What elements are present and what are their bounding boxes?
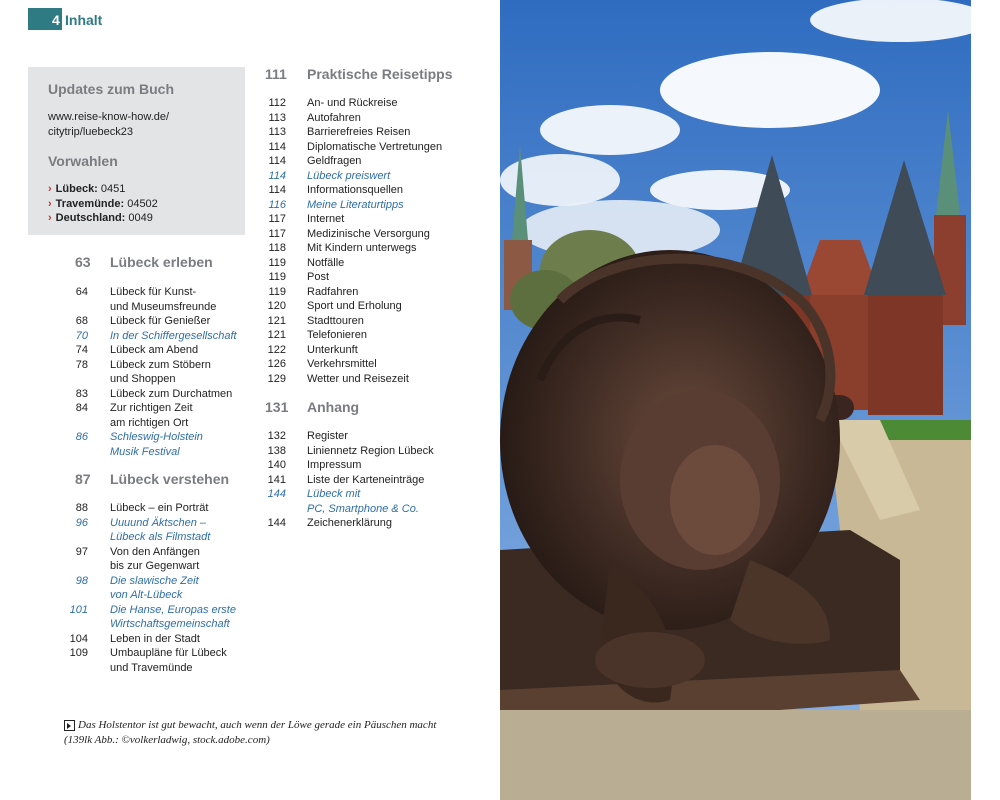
updates-heading: Updates zum Buch — [48, 81, 175, 97]
toc-entry-page: 74 — [75, 344, 88, 356]
toc-entry-label: Lübeck für Genießer — [110, 315, 211, 327]
toc-entry-page: 104 — [69, 632, 88, 645]
toc-entry-page: 119 — [268, 285, 286, 298]
vorwahl-code: 0049 — [128, 212, 153, 224]
toc-entry-page: 138 — [267, 444, 286, 457]
toc-entry-label: Meine Literaturtipps — [307, 198, 404, 211]
toc-entry-page: 113 — [268, 126, 286, 138]
toc-entry-page: 70 — [75, 329, 88, 342]
photo-caption — [64, 718, 464, 748]
toc-entry-page: 64 — [75, 286, 88, 298]
toc-entry-page: 83 — [75, 387, 88, 400]
toc-entry-label: Impressum — [307, 459, 362, 471]
updates-url-line2[interactable]: citytrip/luebeck23 — [48, 126, 133, 138]
section-title: Praktische Reisetipps — [307, 66, 453, 82]
toc-entry-page: 140 — [267, 459, 286, 471]
toc-entry-label: Post — [307, 271, 330, 283]
toc-entry-label: Lübeck preiswert — [307, 169, 391, 182]
toc-entry-page: 132 — [267, 430, 286, 442]
updates-url-line1[interactable]: www.reise-know-how.de/ — [48, 111, 170, 123]
toc-entry-page: 114 — [268, 184, 286, 196]
toc-entry-page: 144 — [267, 517, 286, 529]
photo-illustration — [500, 0, 971, 800]
right-margin — [971, 0, 1000, 800]
toc-entry-label: Radfahren — [307, 285, 359, 298]
vorwahl-row — [48, 183, 125, 195]
page-number: 4 — [52, 12, 60, 28]
toc-entry-page: 129 — [267, 372, 286, 385]
toc-entry-label: Medizinische Versorgung — [307, 227, 430, 240]
toc-entry-label: Sport und Erholung — [307, 300, 402, 312]
chevron-right-icon: › — [48, 212, 52, 224]
toc-entry-page: 119 — [268, 256, 286, 269]
toc-entry-label: Telefonieren — [307, 329, 367, 341]
toc-entry-label: Autofahren — [307, 111, 361, 124]
toc-entry-page: 101 — [69, 603, 88, 616]
toc-entry-page: 144 — [267, 488, 286, 500]
toc-entry-label: Stadttouren — [307, 314, 364, 327]
section-title: Lübeck verstehen — [110, 471, 230, 487]
toc-entry-page: 114 — [268, 169, 286, 182]
toc-entry-page: 120 — [267, 300, 286, 312]
toc-entry-page: 119 — [268, 271, 286, 283]
chevron-right-icon: › — [48, 183, 52, 195]
toc-entry-label: Mit Kindern unterwegs — [307, 242, 417, 254]
section-page-number: 87 — [75, 471, 91, 487]
toc-entry-page: 112 — [268, 97, 286, 109]
toc-entry-label: Liste der Karteneinträge — [307, 473, 425, 486]
toc-entry-label: Wetter und Reisezeit — [307, 372, 409, 385]
chevron-right-icon: › — [48, 198, 52, 210]
toc-entry-label: Unterkunft — [307, 343, 358, 356]
section-page-number: 63 — [75, 254, 91, 270]
toc-entry-label: Von den Anfängen bis zur Gegenwart — [110, 545, 200, 572]
toc-entry-label: Zeichenerklärung — [307, 517, 392, 529]
toc-entry-label: Lübeck für Kunst- und Museumsfreunde — [110, 286, 217, 313]
toc-entry-page: 114 — [268, 155, 286, 167]
section-page-number: 111 — [265, 66, 287, 82]
toc-entry-label: Internet — [307, 213, 345, 225]
page-title: Inhalt — [65, 12, 103, 28]
toc-entry-label: Notfälle — [307, 256, 345, 269]
toc-entry-page: 86 — [75, 431, 88, 443]
vorwahl-row — [48, 198, 158, 210]
toc-entry-label: Lübeck zum Durchatmen — [110, 387, 233, 400]
toc-entry-label: Verkehrsmittel — [307, 358, 377, 370]
toc-entry-label: An- und Rückreise — [307, 97, 398, 109]
toc-entry-label: Barrierefreies Reisen — [307, 126, 411, 138]
toc-entry-label: Zur richtigen Zeit am richtigen Ort — [110, 402, 193, 429]
toc-entry-page: 113 — [268, 111, 286, 124]
toc-entry-label: Register — [307, 430, 348, 442]
toc-entry-page: 121 — [267, 329, 286, 341]
toc-entry-page: 88 — [75, 502, 88, 514]
toc-entry-page: 78 — [75, 358, 88, 371]
toc-entry-label: Lübeck – ein Porträt — [110, 502, 209, 514]
toc-entry-page: 121 — [267, 314, 286, 327]
toc-entry-label: Lübeck zum Stöbern und Shoppen — [110, 358, 211, 385]
vorwahl-place: Deutschland: — [55, 212, 126, 224]
toc-entry-page: 97 — [75, 545, 88, 558]
toc-entry-label: Diplomatische Vertretungen — [307, 140, 443, 153]
toc-entry-page: 141 — [267, 473, 286, 486]
toc-entry-label: Die slawische Zeit von Alt-Lübeck — [110, 574, 199, 601]
toc-entry-page: 114 — [268, 140, 286, 153]
toc-entry-label: Schleswig-Holstein Musik Festival — [110, 431, 203, 458]
vorwahl-place: Lübeck: — [55, 183, 98, 195]
caption-text: Das Holstentor ist gut bewacht, auch wenn der Löwe gerade ein Päuschen macht (139lk Abb.: ©volkerladwig, stock.adobe.com) — [64, 719, 437, 746]
toc-entry-page: 117 — [268, 213, 286, 225]
toc-entry-page: 109 — [69, 647, 88, 659]
toc-entry-label: In der Schiffergesellschaft — [110, 329, 237, 342]
toc-entry-label: Liniennetz Region Lübeck — [307, 444, 434, 457]
toc-entry-page: 122 — [267, 343, 286, 356]
toc-entry-label: Lübeck am Abend — [110, 344, 199, 356]
toc-entry-label: Informationsquellen — [307, 184, 404, 196]
toc-entry-page: 98 — [75, 574, 88, 587]
holstentor-lion-photo — [500, 0, 971, 800]
vorwahl-code: 04502 — [127, 198, 158, 210]
toc-entry-page: 96 — [75, 516, 88, 529]
toc-entry-label: Lübeck mit PC, Smartphone & Co. — [307, 488, 419, 515]
toc-entry-page: 118 — [268, 242, 286, 254]
toc-entry-label: Uuuund Äktschen – Lübeck als Filmstadt — [110, 516, 211, 543]
vorwahl-row — [48, 212, 153, 224]
toc-entry-page: 68 — [75, 315, 88, 327]
vorwahlen-heading: Vorwahlen — [48, 153, 118, 169]
toc-entry-label: Leben in der Stadt — [110, 632, 200, 645]
toc-entry-page: 126 — [267, 358, 286, 370]
updates-box — [28, 67, 245, 235]
toc-entry-label: Die Hanse, Europas erste Wirtschaftsgemeinschaft — [110, 603, 236, 630]
toc-entry-label: Umbaupläne für Lübeck und Travemünde — [110, 647, 227, 674]
toc-entry-page: 117 — [268, 227, 286, 240]
section-page-number: 131 — [265, 399, 289, 415]
toc-entry-page: 116 — [268, 198, 286, 211]
section-title: Lübeck erleben — [110, 254, 213, 270]
toc-entry-label: Geldfragen — [307, 155, 362, 167]
vorwahl-place: Travemünde: — [55, 198, 125, 210]
vorwahl-code: 0451 — [100, 183, 126, 195]
section-title: Anhang — [307, 399, 360, 415]
toc-entry-page: 84 — [75, 402, 88, 414]
